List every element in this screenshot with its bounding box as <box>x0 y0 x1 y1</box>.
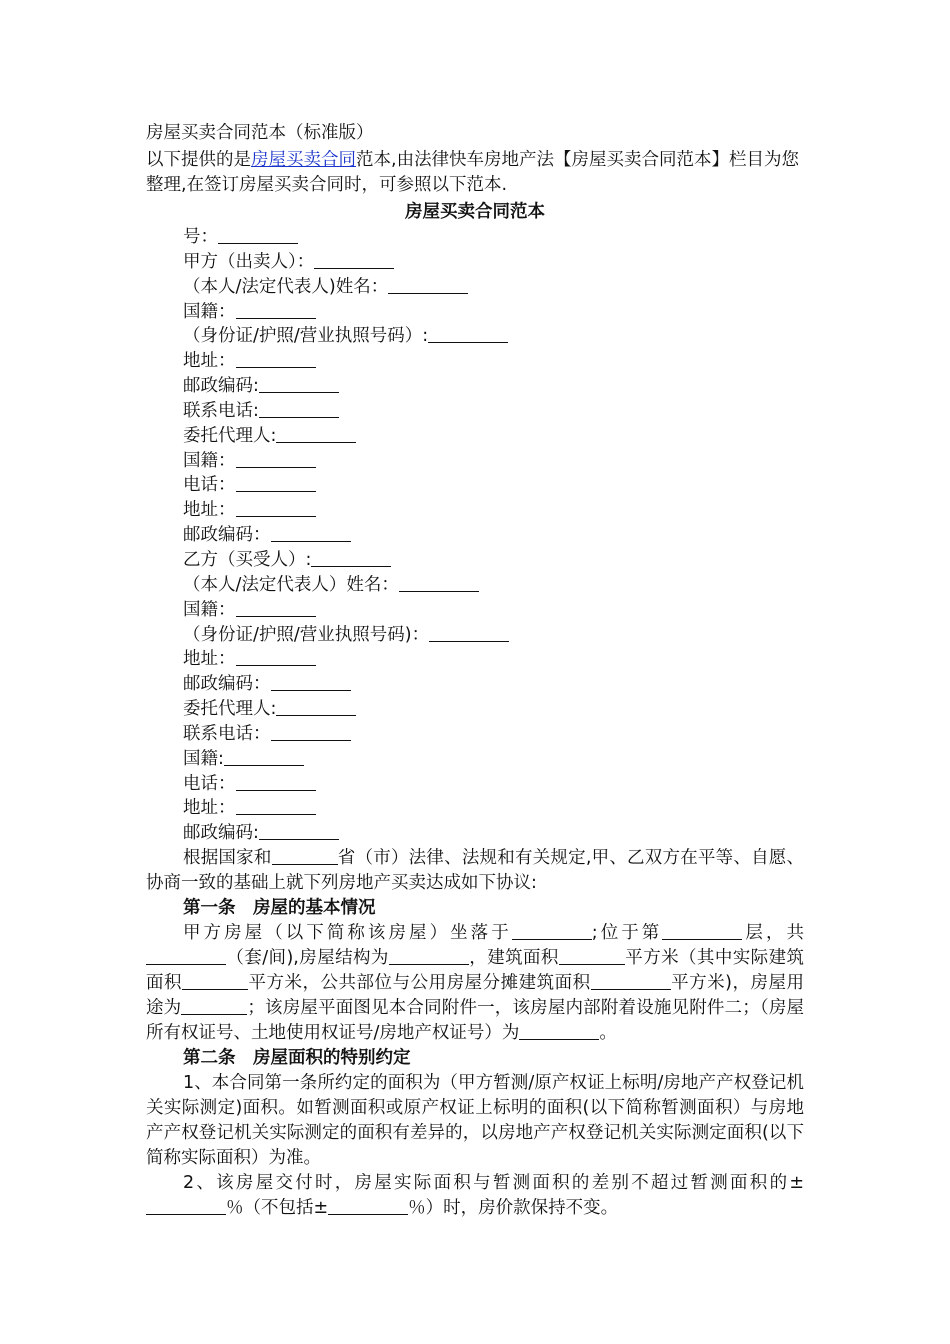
article-2-heading: 第二条 房屋面积的特别约定 <box>183 1048 411 1068</box>
field-label: 地址： <box>183 798 236 819</box>
article-1-heading: 第一条 房屋的基本情况 <box>183 898 376 918</box>
field-label: （本人/法定代表人)姓名： <box>183 276 389 297</box>
article-text: 平方米)，房屋用途为 <box>146 973 805 1018</box>
field-label: 邮政编码: <box>183 376 259 397</box>
article-text: 2、该房屋交付时，房屋实际面积与暂测面积的差别不超过暂测面积的± <box>183 1173 804 1193</box>
field-label: 电话： <box>183 475 236 496</box>
article-text: 甲方房屋（以下简称该房屋）坐落于 <box>183 923 512 943</box>
fill-blank[interactable] <box>236 474 316 492</box>
document-title: 房屋买卖合同范本（标准版） <box>146 123 374 143</box>
contract-body <box>146 846 804 1221</box>
article-1-paragraph <box>146 921 804 1046</box>
article-text: 平方米，公共部位与公用房屋分摊建筑面积 <box>248 973 591 993</box>
fill-blank[interactable] <box>428 325 508 343</box>
party-fields <box>183 225 803 846</box>
field-label: 委托代理人: <box>183 425 277 446</box>
field-label: 国籍: <box>183 748 224 769</box>
field-seller-nationality <box>183 300 803 325</box>
field-label: 联系电话： <box>183 723 271 744</box>
fill-blank[interactable] <box>224 748 304 766</box>
article-text: ，建筑面积 <box>468 948 559 968</box>
fill-blank[interactable] <box>236 301 316 319</box>
field-label: 国籍： <box>183 301 236 322</box>
fill-blank[interactable] <box>328 1197 408 1215</box>
contract-link[interactable]: 房屋买卖合同 <box>251 150 356 170</box>
fill-blank[interactable] <box>236 773 316 791</box>
fill-blank[interactable] <box>182 972 248 990</box>
fill-blank[interactable] <box>236 648 316 666</box>
field-label: （本人/法定代表人）姓名： <box>183 574 399 595</box>
field-buyer-postcode <box>183 672 803 697</box>
fill-blank[interactable] <box>259 822 339 840</box>
field-buyer-nationality <box>183 598 803 623</box>
field-label: 号： <box>183 227 218 247</box>
article-text: ％）时，房价款保持不变。 <box>408 1198 619 1218</box>
fill-blank[interactable] <box>259 375 339 393</box>
field-seller-id <box>183 324 803 349</box>
intro-prefix: 以下提供的是 <box>146 150 251 170</box>
field-label: （身份证/护照/营业执照号码）: <box>183 326 429 347</box>
field-buyer-agent-nationality <box>183 747 803 772</box>
field-agent-phone <box>183 473 803 498</box>
fill-blank[interactable] <box>272 847 338 865</box>
fill-blank[interactable] <box>271 524 351 542</box>
fill-blank[interactable] <box>271 673 351 691</box>
field-label: 委托代理人: <box>183 699 277 720</box>
field-label: 联系电话: <box>183 400 259 421</box>
fill-blank[interactable] <box>181 997 247 1015</box>
fill-blank[interactable] <box>388 276 468 294</box>
fill-blank[interactable] <box>389 947 469 965</box>
fill-blank[interactable] <box>429 624 509 642</box>
fill-blank[interactable] <box>314 251 394 269</box>
fill-blank[interactable] <box>236 797 316 815</box>
field-seller-postcode <box>183 374 803 399</box>
fill-blank[interactable] <box>259 400 339 418</box>
field-buyer-agent-address <box>183 796 803 821</box>
article-text: ；该房屋平面图见本合同附件一，该房屋内部附着设施见附件二；（房屋所有权证号、土地使用权证号/房地产权证号）为 <box>146 998 805 1043</box>
field-buyer-address <box>183 647 803 672</box>
field-seller-address <box>183 349 803 374</box>
field-buyer-id <box>183 623 803 648</box>
fill-blank[interactable] <box>218 226 298 244</box>
article-text: 。 <box>599 1023 617 1043</box>
field-seller <box>183 250 803 275</box>
article-text: ;位于第 <box>591 923 663 943</box>
contract-heading: 房屋买卖合同范本 <box>405 202 545 222</box>
article-2-paragraph-1: 1、本合同第一条所约定的面积为（甲方暂测/原产权证上标明/房地产产权登记机关实际测定)面积。如暂测面积或原产权证上标明的面积(以下简称暂测面积）与房地产产权登记机关实际测定的面积有差异的，以房地产产权登记机关实际测定面积(以下简称实际面积）为准。 <box>146 1073 804 1168</box>
field-seller-name <box>183 275 803 300</box>
fill-blank[interactable] <box>311 549 391 567</box>
field-buyer-agent-phone <box>183 772 803 797</box>
field-agent-postcode <box>183 523 803 548</box>
field-label: 甲方（出卖人）： <box>183 251 315 272</box>
fill-blank[interactable] <box>399 574 479 592</box>
article-text: 层，共 <box>742 923 805 943</box>
field-label: 电话： <box>183 773 236 794</box>
fill-blank[interactable] <box>146 1197 226 1215</box>
fill-blank[interactable] <box>276 425 356 443</box>
field-label: （身份证/护照/营业执照号码)： <box>183 624 430 645</box>
fill-blank[interactable] <box>276 698 356 716</box>
preamble-paragraph <box>146 846 804 896</box>
fill-blank[interactable] <box>519 1022 599 1040</box>
field-buyer-agent-postcode <box>183 821 803 846</box>
preamble-text: 省（市）法律、法规和有关规定,甲、乙双方在平等、自愿、协商一致的基础上就下列房地产买卖达成如下协议: <box>146 848 805 893</box>
field-buyer <box>183 548 803 573</box>
fill-blank[interactable] <box>236 450 316 468</box>
preamble-text: 根据国家和 <box>183 848 272 868</box>
field-label: 邮政编码： <box>183 674 271 695</box>
field-label: 邮政编码: <box>183 823 259 844</box>
field-seller-agent <box>183 424 803 449</box>
field-label: 乙方（买受人）: <box>183 549 312 570</box>
intro-suffix: 范本,由法律快车房地产法【房屋买卖合同范本】栏目为您整理,在签订房屋买卖合同时，可参照以下范本. <box>146 150 800 195</box>
field-agent-address <box>183 498 803 523</box>
field-label: 邮政编码： <box>183 525 271 546</box>
intro-paragraph <box>146 148 804 198</box>
field-agent-nationality <box>183 449 803 474</box>
article-text: （套/间),房屋结构为 <box>226 948 389 968</box>
article-2-paragraph-2 <box>146 1171 804 1221</box>
fill-blank[interactable] <box>146 947 226 965</box>
fill-blank[interactable] <box>236 599 316 617</box>
fill-blank[interactable] <box>591 972 671 990</box>
field-buyer-phone <box>183 722 803 747</box>
field-label: 国籍： <box>183 599 236 620</box>
field-seller-phone <box>183 399 803 424</box>
fill-blank[interactable] <box>662 922 742 940</box>
field-label: 地址： <box>183 649 236 670</box>
field-label: 地址： <box>183 351 236 372</box>
article-text: 平方米（其中实际建筑面积 <box>146 948 805 993</box>
field-number <box>183 225 803 250</box>
fill-blank[interactable] <box>236 499 316 517</box>
fill-blank[interactable] <box>236 350 316 368</box>
article-text: ％（不包括± <box>226 1198 329 1218</box>
fill-blank[interactable] <box>271 723 351 741</box>
field-label: 国籍： <box>183 450 236 471</box>
fill-blank[interactable] <box>559 947 625 965</box>
fill-blank[interactable] <box>512 922 592 940</box>
field-buyer-name <box>183 573 803 598</box>
field-buyer-agent <box>183 697 803 722</box>
field-label: 地址： <box>183 500 236 521</box>
